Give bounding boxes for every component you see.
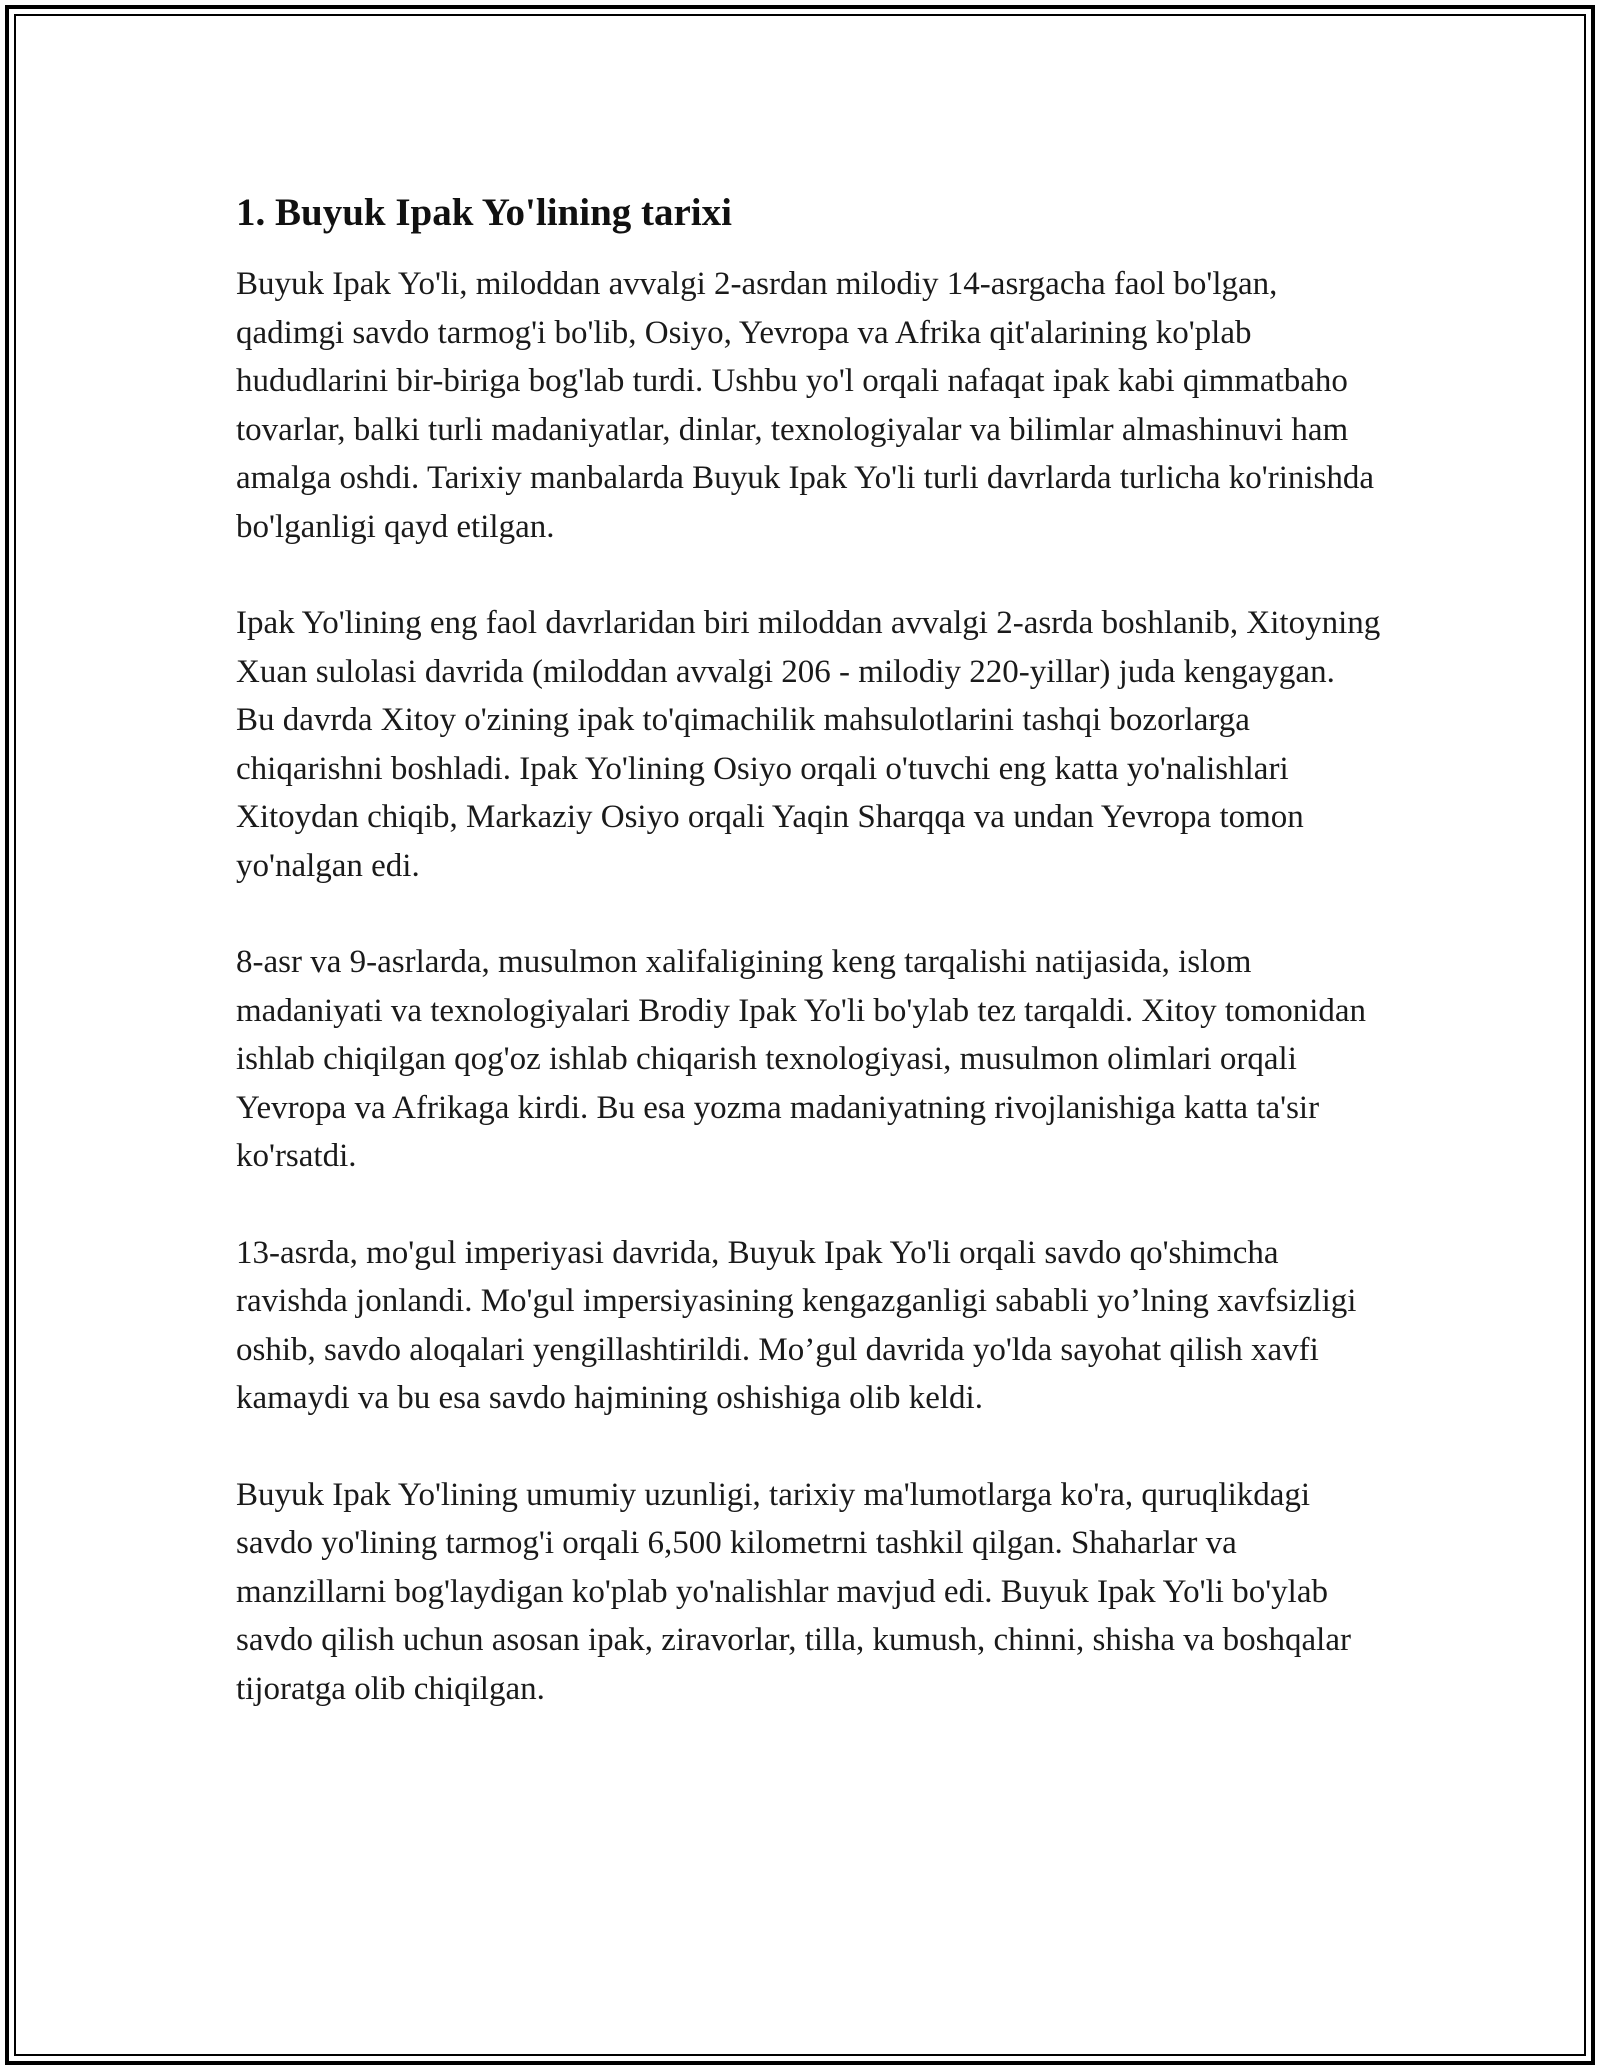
paragraph-3: 8-asr va 9-asrlarda, musulmon xalifaligining keng tarqalishi natijasida, islom madaniyati va texnologiyalari Brodiy Ipak Yo'li bo'ylab tez tarqaldi. Xitoy tomonidan ishlab chiqilgan qog'oz ishlab chiqarish texnologiyasi, musulmon olimlari orqali Yevropa va Afrikaga kirdi. Bu esa yozma madaniyatning rivojlanishiga katta ta'sir ko'rsatdi. [236, 944, 1367, 1174]
section-heading: 1. Buyuk Ipak Yo'lining tarixi [236, 191, 732, 234]
document-body [236, 186, 1381, 1761]
paragraph-1: Buyuk Ipak Yo'li, miloddan avvalgi 2-asrdan milodiy 14-asrgacha faol bo'lgan, qadimgi savdo tarmog'i bo'lib, Osiyo, Yevropa va Afrika qit'alarining ko'plab hududlarini bir-biriga bog'lab turdi. Ushbu yo'l orqali nafaqat ipak kabi qimmatbaho tovarlar, balki turli madaniyatlar, dinlar, texnologiyalar va bilimlar almashinuvi ham amalga oshdi. Tarixiy manbalarda Buyuk Ipak Yo'li turli davrlarda turlicha ko'rinishda bo'lganligi qayd etilgan. [236, 266, 1375, 545]
paragraph-4: 13-asrda, mo'gul imperiyasi davrida, Buyuk Ipak Yo'li orqali savdo qo'shimcha ravishda jonlandi. Mo'gul impersiyasining kengazganligi sababli yo’lning xavfsizligi oshib, savdo aloqalari yengillashtirildi. Mo’gul davrida yo'lda sayohat qilish xavfi kamaydi va bu esa savdo hajmining oshishiga olib keldi. [236, 1234, 1357, 1416]
paragraph-2: Ipak Yo'lining eng faol davrlaridan biri miloddan avvalgi 2-asrda boshlanib, Xitoyning Xuan sulolasi davrida (miloddan avvalgi 206 - milodiy 220-yillar) juda kengaygan. Bu davrda Xitoy o'zining ipak to'qimachilik mahsulotlarini tashqi bozorlarga chiqarishni boshladi. Ipak Yo'lining Osiyo orqali o'tuvchi eng katta yo'nalishlari Xitoydan chiqib, Markaziy Osiyo orqali Yaqin Sharqqa va undan Yevropa tomon yo'nalgan edi. [236, 605, 1381, 884]
paragraph-5: Buyuk Ipak Yo'lining umumiy uzunligi, tarixiy ma'lumotlarga ko'ra, quruqlikdagi savdo yo'lining tarmog'i orqali 6,500 kilometrni tashkil qilgan. Shaharlar va manzillarni bog'laydigan ko'plab yo'nalishlar mavjud edi. Buyuk Ipak Yo'li bo'ylab savdo qilish uchun asosan ipak, ziravorlar, tilla, kumush, chinni, shisha va boshqalar tijoratga olib chiqilgan. [236, 1476, 1351, 1707]
